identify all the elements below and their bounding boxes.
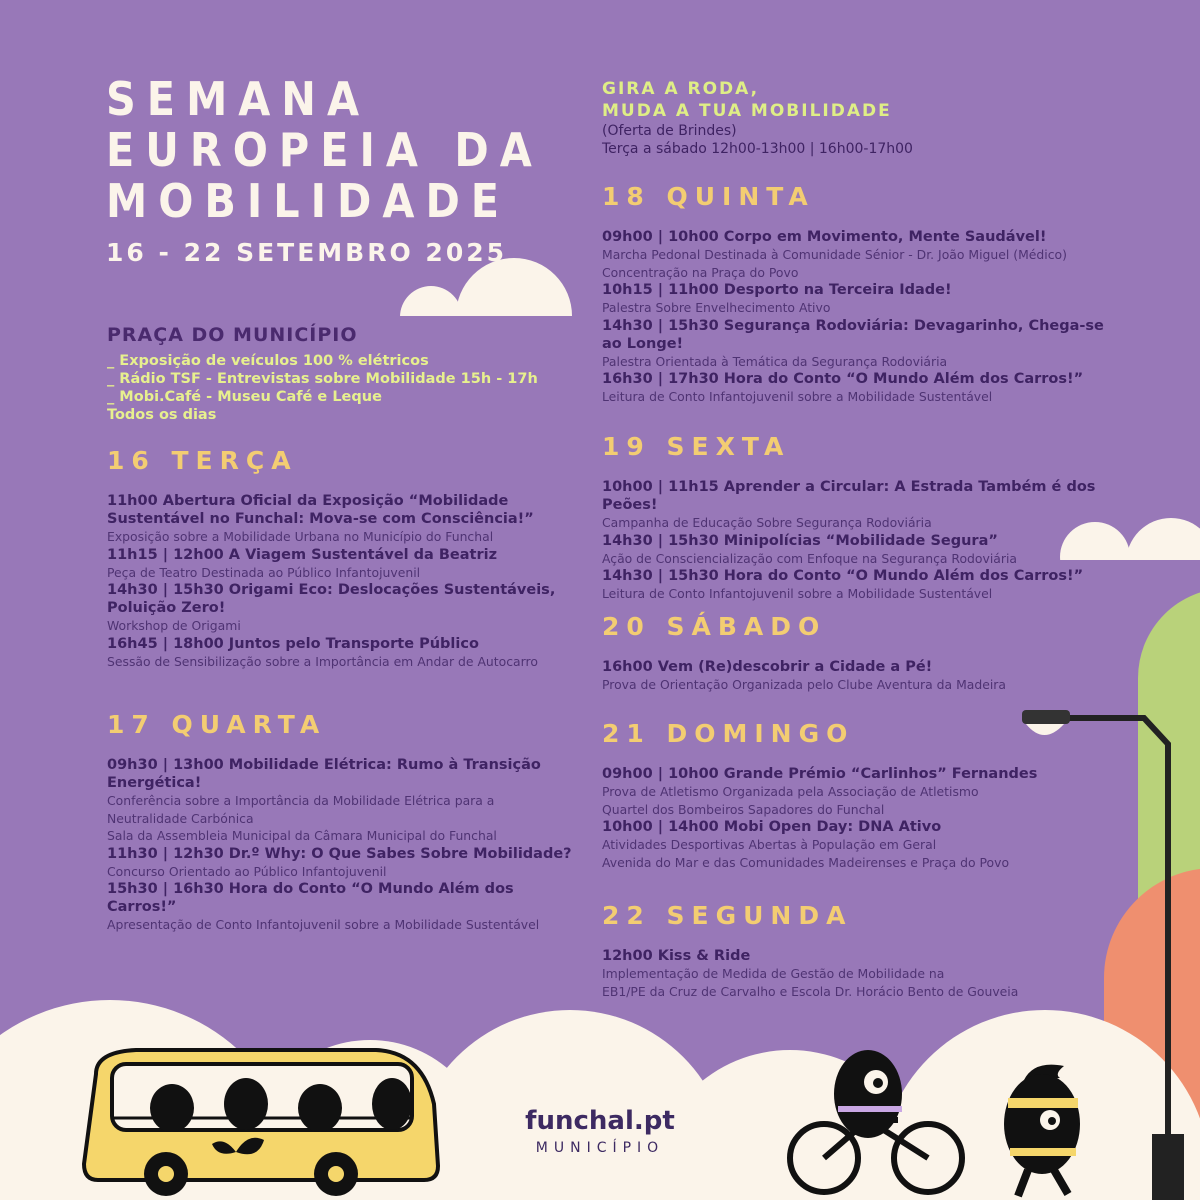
event-title: 09h00 | 10h00 Corpo em Movimento, Mente Saudável! [602,229,1047,245]
event-title: 14h30 | 15h30 Minipolícias “Mobilidade Segura” [602,532,998,549]
day-16-section [107,446,577,670]
event-title: 16h45 | 18h00 Juntos pelo Transporte Público [107,635,479,652]
poster-title [106,74,576,227]
event-description: Prova de Atletismo Organizada pela Associação de Atletismo [602,784,979,799]
bus-illustration [76,1044,444,1200]
day-heading: 20 SÁBADO [602,612,827,641]
event-description: Prova de Orientação Organizada pelo Clube Aventura da Madeira [602,677,1006,692]
event-description: Exposição sobre a Mobilidade Urbana no Município do Funchal [107,529,494,544]
event-description: Conferência sobre a Importância da Mobilidade Elétrica para a Neutralidade Carbónica [107,793,495,826]
event-description: Sessão de Sensibilização sobre a Importância em Andar de Autocarro [107,653,538,669]
event-title: 15h30 | 16h30 Hora do Conto “O Mundo Além dos Carros!” [107,881,514,915]
event-description: Ação de Consciencialização com Enfoque na Segurança Rodoviária [602,550,1017,566]
event-location: Concentração na Praça do Povo [602,264,799,280]
day-20-section [602,612,1122,694]
day-heading: 19 SEXTA [602,432,791,461]
municipality-logo [522,1106,678,1156]
title-line: MOBILIDADE [106,174,511,228]
event-description: Leitura de Conto Infantojuvenil sobre a Mobilidade Sustentável [602,586,993,601]
gira-section [602,78,1122,158]
runner-character-illustration [994,1060,1094,1200]
event-description: Palestra Sobre Envelhecimento Ativo [602,300,831,315]
event-title: 16h00 Vem (Re)descobrir a Cidade a Pé! [602,659,933,675]
event-title: 14h30 | 15h30 Segurança Rodoviária: Devagarinho, Chega-se ao Longe! [602,317,1104,352]
event-description: Atividades Desportivas Abertas à População em Geral [602,837,937,852]
brand-name: funchal.pt [525,1106,675,1136]
gira-heading: GIRA A RODA, [602,79,760,99]
event-location: EB1/PE da Cruz de Carvalho e Escola Dr. Horácio Bento de Gouveia [602,983,1019,999]
praca-item: _ Rádio TSF - Entrevistas sobre Mobilidade 15h - 17h [107,371,538,387]
event-description: Marcha Pedonal Destinada à Comunidade Sénior - Dr. João Miguel (Médico) [602,247,1067,262]
day-18-section [602,182,1122,406]
event-title: 09h00 | 10h00 Grande Prémio “Carlinhos” Fernandes [602,766,1038,782]
day-heading: 22 SEGUNDA [602,901,853,930]
praca-item: _ Mobi.Café - Museu Café e Leque [107,389,382,405]
event-description: Apresentação de Conto Infantojuvenil sobre a Mobilidade Sustentável [107,917,540,932]
praca-heading: PRAÇA DO MUNICÍPIO [107,324,358,346]
event-description: Concurso Orientado ao Público Infantojuvenil [107,863,387,879]
event-description: Leitura de Conto Infantojuvenil sobre a Mobilidade Sustentável [602,389,993,404]
event-title: 10h00 | 14h00 Mobi Open Day: DNA Ativo [602,819,942,835]
event-description: Palestra Orientada à Temática da Segurança Rodoviária [602,353,948,369]
event-title: 11h30 | 12h30 Dr.º Why: O Que Sabes Sobre Mobilidade? [107,845,572,862]
event-description: Workshop de Origami [107,618,241,633]
gira-description: (Oferta de Brindes) [602,123,737,139]
event-title: 09h30 | 13h00 Mobilidade Elétrica: Rumo à Transição Energética! [107,757,541,791]
event-title: 14h30 | 15h30 Origami Eco: Deslocações Sustentáveis, Poluição Zero! [107,582,556,616]
praca-item: Todos os dias [107,407,217,423]
day-21-section [602,719,1122,871]
brand-subtitle: MUNICÍPIO [535,1140,665,1156]
day-heading: 18 QUINTA [602,182,815,211]
day-heading: 21 DOMINGO [602,719,855,748]
day-17-section [107,710,577,934]
event-description: Peça de Teatro Destinada ao Público Infantojuvenil [107,564,421,580]
event-title: 14h30 | 15h30 Hora do Conto “O Mundo Além dos Carros!” [602,568,1084,584]
day-19-section [602,432,1122,603]
event-title: 11h15 | 12h00 A Viagem Sustentável da Beatriz [107,546,498,563]
title-line: SEMANA [106,72,370,126]
day-heading: 16 TERÇA [107,446,298,475]
event-title: 10h15 | 11h00 Desporto na Terceira Idade! [602,282,952,298]
event-description: Implementação de Medida de Gestão de Mobilidade na [602,966,945,981]
title-line: EUROPEIA DA [106,123,543,177]
event-description: Campanha de Educação Sobre Segurança Rodoviária [602,515,932,530]
cyclist-character-illustration [786,1040,966,1200]
event-location: Avenida do Mar e das Comunidades Madeirenses e Praça do Povo [602,854,1010,870]
event-dates: 16 - 22 SETEMBRO 2025 [106,238,508,267]
event-title: 11h00 Abertura Oficial da Exposição “Mobilidade Sustentável no Funchal: Mova-se com Consciência!” [107,493,534,527]
event-title: 16h30 | 17h30 Hora do Conto “O Mundo Além dos Carros!” [602,371,1084,387]
day-heading: 17 QUARTA [107,710,327,739]
praca-item: _ Exposição de veículos 100 % elétricos [107,353,429,369]
gira-schedule: Terça a sábado 12h00-13h00 | 16h00-17h00 [602,141,913,157]
day-22-section [602,901,1122,1000]
gira-heading: MUDA A TUA MOBILIDADE [602,101,892,121]
event-location: Sala da Assembleia Municipal da Câmara Municipal do Funchal [107,828,497,843]
event-location: Quartel dos Bombeiros Sapadores do Funchal [602,801,885,817]
event-title: 10h00 | 11h15 Aprender a Circular: A Estrada Também é dos Peões! [602,479,1096,513]
praca-section [107,324,577,424]
event-title: 12h00 Kiss & Ride [602,948,751,964]
